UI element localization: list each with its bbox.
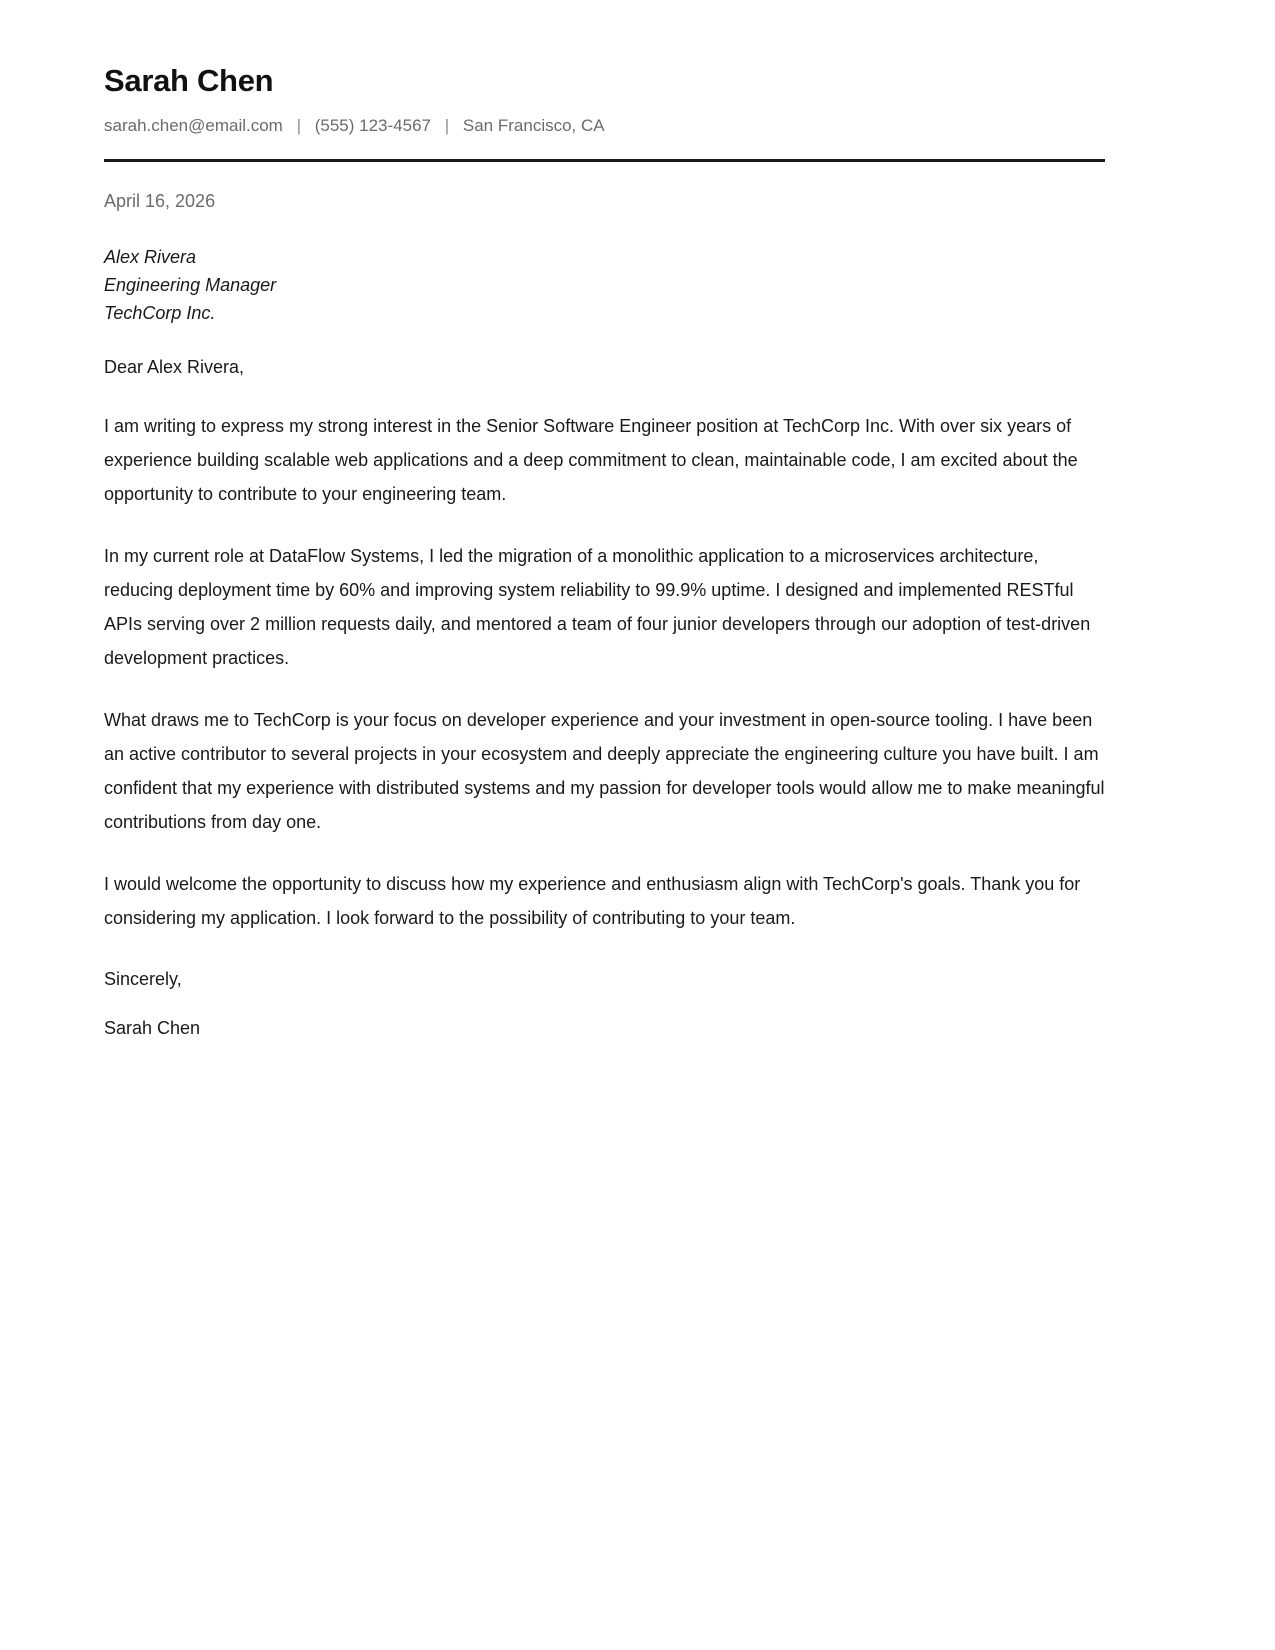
letter-header (104, 64, 1105, 162)
letter-body (104, 409, 1105, 935)
body-paragraph: I am writing to express my strong interest in the Senior Software Engineer position at TechCorp Inc. With over six years of experience building scalable web applications and a deep commitment to clean, maintainable code, I am excited about the opportunity to contribute to your engineering team. (104, 416, 1078, 505)
header-divider (104, 159, 1105, 162)
recipient-block (104, 243, 1105, 327)
letter-date: April 16, 2026 (104, 190, 216, 211)
sender-name: Sarah Chen (104, 63, 274, 98)
contact-separator-1: | (296, 116, 301, 136)
body-paragraph: I would welcome the opportunity to discuss how my experience and enthusiasm align with TechCorp's goals. Thank you for considering my application. I look forward to the possibility of contributing to your team. (104, 874, 1081, 929)
contact-email: sarah.chen@email.com (104, 116, 283, 136)
contact-line (104, 114, 1105, 138)
contact-phone: (555) 123-4567 (314, 116, 431, 136)
body-paragraph: What draws me to TechCorp is your focus on developer experience and your investment in open-source tooling. I have been an active contributor to several projects in your ecosystem and deeply appreciate the engineering culture you have built. I am confident that my experience with distributed systems and my passion for developer tools would allow me to make meaningful contributions from day one. (104, 710, 1105, 833)
recipient-name: Alex Rivera (104, 247, 197, 268)
recipient-title: Engineering Manager (104, 275, 277, 296)
recipient-company: TechCorp Inc. (104, 303, 216, 324)
contact-separator-2: | (444, 116, 450, 136)
body-paragraph: In my current role at DataFlow Systems, I led the migration of a monolithic application to a microservices architecture, reducing deployment time by 60% and improving system reliability to 99.9% uptime. I designed and implemented RESTful APIs serving over 2 million requests daily, and mentored a team of four junior developers through our adoption of test-driven development practices. (104, 546, 1091, 669)
valediction: Sincerely, (104, 969, 182, 990)
contact-location: San Francisco, CA (462, 116, 605, 136)
salutation: Dear Alex Rivera, (104, 357, 245, 378)
signature-name: Sarah Chen (104, 1018, 201, 1039)
cover-letter (104, 64, 1105, 1042)
